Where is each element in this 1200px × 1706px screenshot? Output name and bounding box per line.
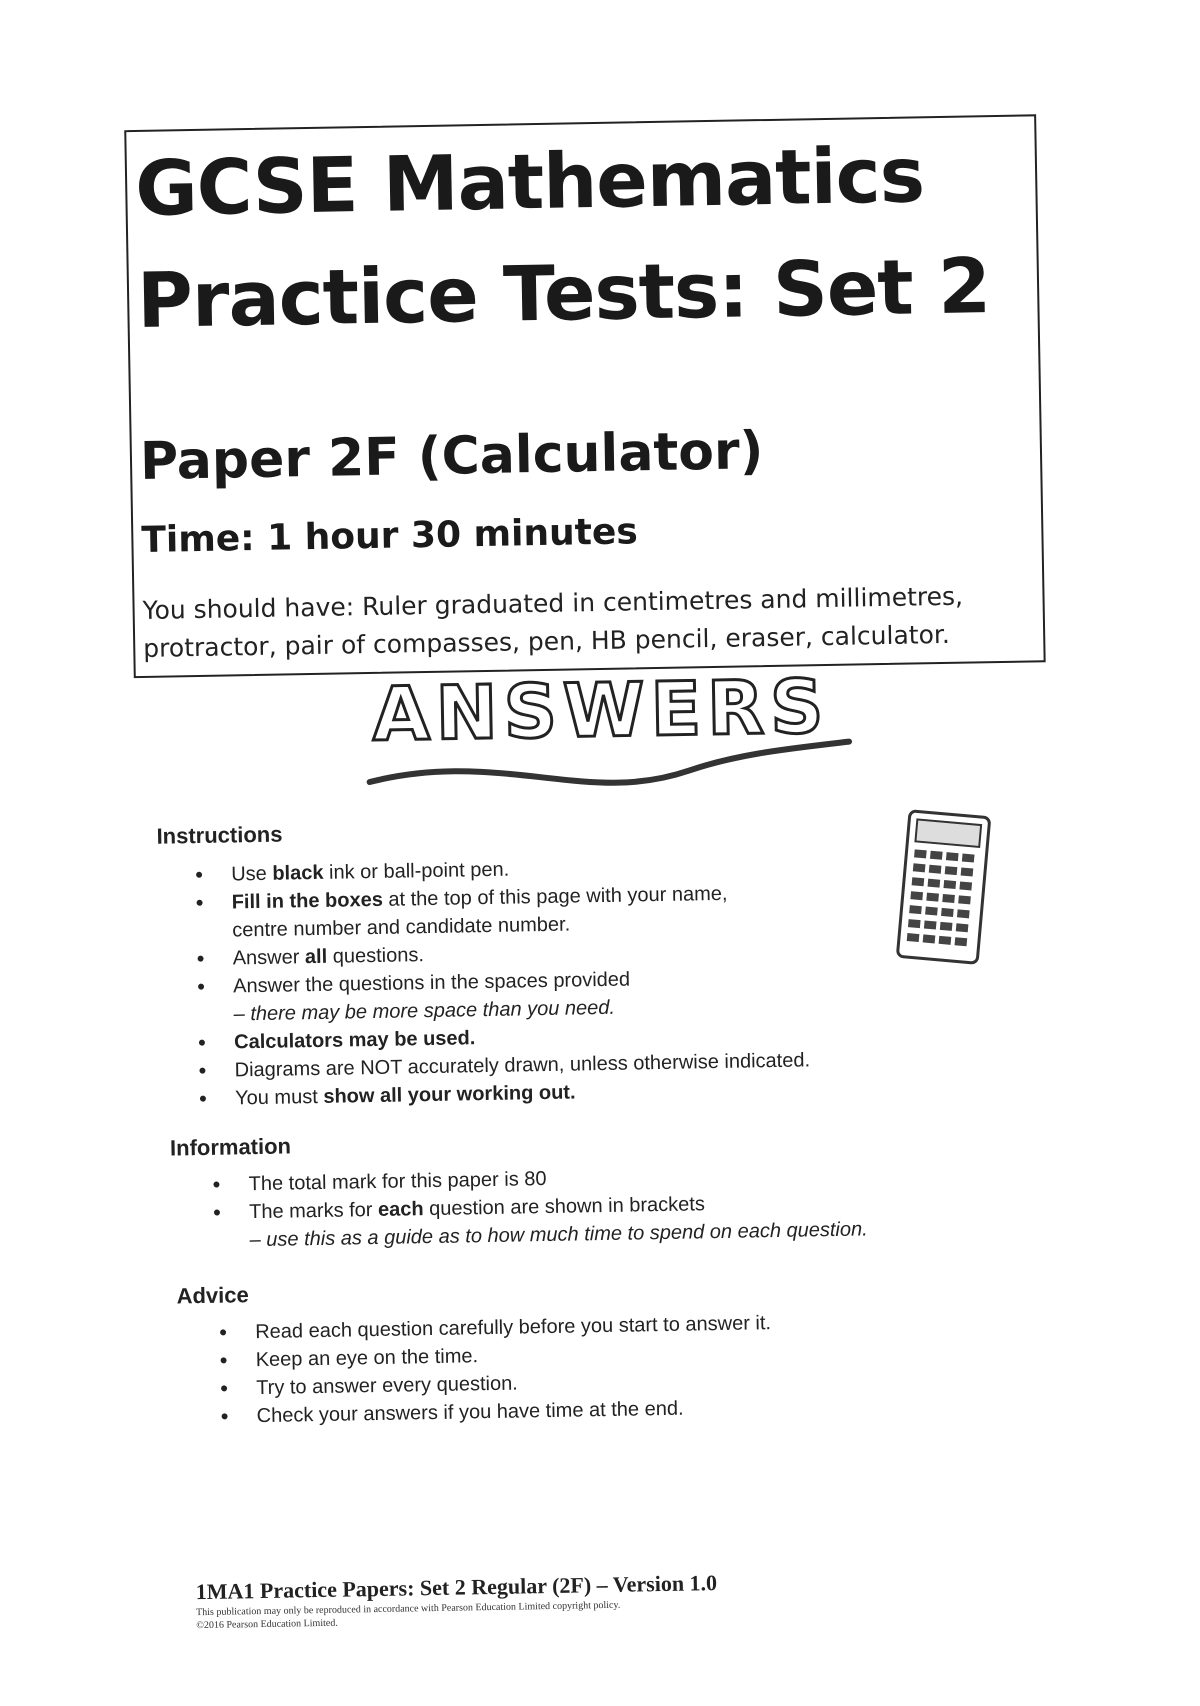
paper-name: Paper 2F (Calculator) — [139, 421, 764, 492]
information-heading: Information — [169, 1133, 292, 1161]
list-item: • Answer the questions in the spaces provided – there may be more space than you need. — [197, 962, 809, 1029]
answers-underline — [358, 663, 860, 802]
advice-list — [219, 1309, 773, 1431]
list-item: • Diagrams are NOT accurately drawn, unless otherwise indicated. — [198, 1046, 810, 1085]
time-allowed: Time: 1 hour 30 minutes — [141, 511, 639, 561]
footer-title: 1MA1 Practice Papers: Set 2 Regular (2F) – Version 1.0 — [195, 1570, 718, 1605]
list-item: • Keep an eye on the time. — [219, 1337, 771, 1375]
list-item: • Use black ink or ball-point pen. — [195, 850, 807, 889]
list-item: • Read each question carefully before you start to answer it. — [219, 1309, 771, 1347]
title-line-2: Practice Tests: Set 2 — [136, 241, 991, 345]
instructions-list — [195, 850, 811, 1113]
calculator-icon — [895, 809, 992, 966]
equipment-line-2: protractor, pair of compasses, pen, HB pencil, eraser, calculator. — [143, 619, 951, 663]
answers-stamp — [358, 663, 860, 802]
instructions-heading: Instructions — [156, 821, 283, 849]
list-item: • The total mark for this paper is 80 — [212, 1159, 867, 1198]
list-item: • Calculators may be used. — [198, 1018, 810, 1057]
title-line-1: GCSE Mathematics — [134, 130, 925, 234]
list-item: • Check your answers if you have time at the end. — [220, 1393, 772, 1431]
equipment-line-1: You should have: Ruler graduated in centimetres and millimetres, — [142, 581, 964, 625]
list-item: • Answer all questions. — [196, 934, 808, 973]
information-list — [212, 1159, 868, 1254]
answers-stamp-text: ANSWERS — [371, 663, 831, 758]
cover-title-box — [124, 114, 1045, 678]
advice-heading: Advice — [176, 1282, 249, 1309]
footer-copyright-year: ©2016 Pearson Education Limited. — [196, 1617, 338, 1632]
list-item: • You must show all your working out. — [199, 1074, 811, 1113]
footer-copyright-notice: This publication may only be reproduced in accordance with Pearson Education Limited copyright policy. — [196, 1599, 621, 1619]
list-item: • Fill in the boxes at the top of this page with your name, centre number and candidate number. — [195, 878, 807, 945]
list-item: • The marks for each question are shown in brackets – use this as a guide as to how much time to spend on each question. — [213, 1187, 868, 1254]
list-item: • Try to answer every question. — [220, 1365, 772, 1403]
